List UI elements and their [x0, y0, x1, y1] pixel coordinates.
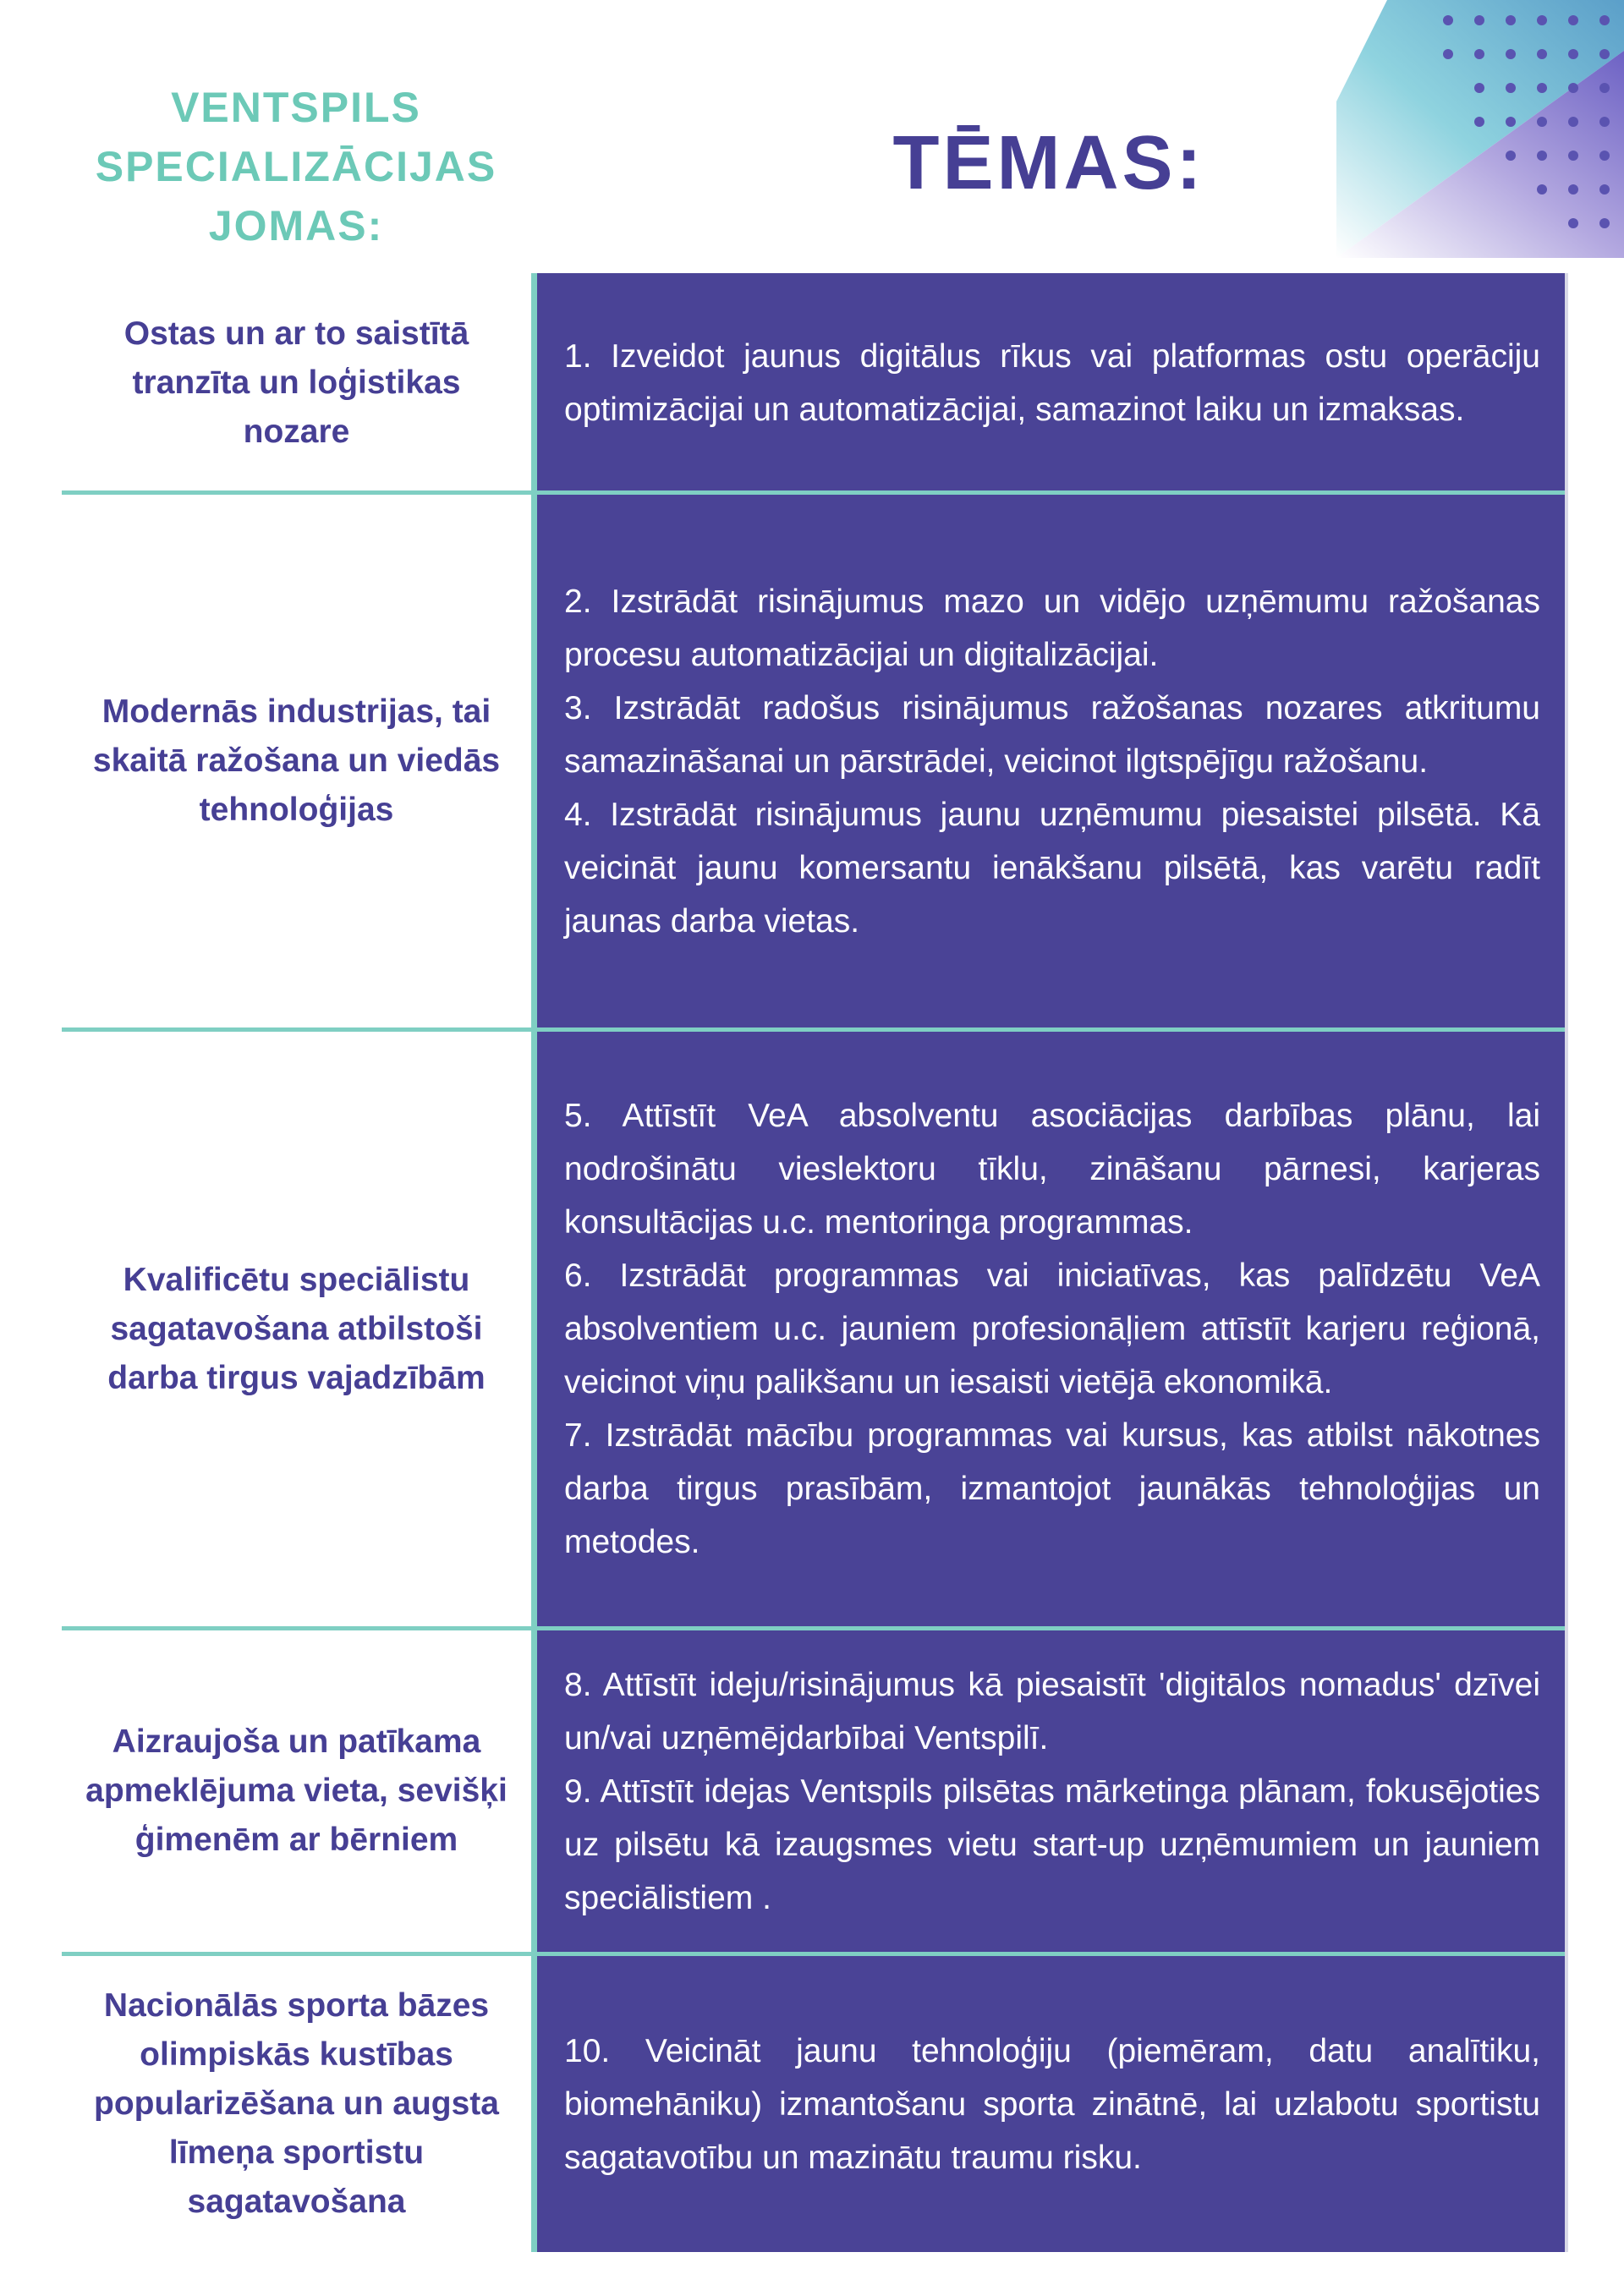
decorative-dot: [1537, 184, 1547, 195]
decorative-dot: [1599, 184, 1610, 195]
table-row: [62, 495, 1567, 1027]
decorative-dot: [1568, 83, 1578, 93]
decorative-dot: [1537, 49, 1547, 59]
decorative-dot: [1599, 151, 1610, 161]
decorative-dot: [1537, 15, 1547, 25]
decorative-dot: [1506, 117, 1516, 127]
decorative-dot: [1568, 184, 1578, 195]
topic-item: 4. Izstrādāt risinājumus jaunu uzņēmumu piesaistei pilsētā. Kā veicināt jaunu komersantu ienākšanu pilsētā, kas varētu radīt jaunas darba vietas.: [564, 796, 1540, 940]
topic-item: 6. Izstrādāt programmas vai iniciatīvas, kas palīdzētu VeA absolventiem u.c. jauniem profesionāļiem attīstīt karjeru reģionā, veicinot viņu palikšanu un iesaisti vietējā ekonomikā.: [564, 1258, 1540, 1400]
topic-item: 9. Attīstīt idejas Ventspils pilsētas mārketinga plānam, fokusējoties uz pilsētu kā izaugsmes vietu start-up uzņēmumiem un jauniem speciālistiem .: [564, 1773, 1540, 1916]
topics-cell: [531, 1630, 1567, 1952]
topics-cell: [531, 1032, 1567, 1626]
decorative-dot: [1568, 117, 1578, 127]
decorative-dot: [1506, 15, 1516, 25]
specialization-label: Aizraujoša un patīkama apmeklējuma vieta, sevišķi ģimenēm ar bērniem: [85, 1723, 508, 1858]
specialization-label: Modernās industrijas, tai skaitā ražošana un viedās tehnoloģijas: [92, 693, 501, 828]
table-edge: [1565, 273, 1568, 2252]
table-row: [62, 273, 1567, 493]
topic-item: 3. Izstrādāt radošus risinājumus ražošanas nozares atkritumu samazināšanai un pārstrādei, veicinot ilgtspējīgu ražošanu.: [564, 689, 1540, 780]
topic-item: 5. Attīstīt VeA absolventu asociācijas darbības plānu, lai nodrošinātu vieslektoru tīklu, zināšanu pārnesi, karjeras konsultācijas u.c. mentoringa programmas.: [564, 1098, 1540, 1241]
decorative-dot: [1568, 218, 1578, 228]
table-row: [62, 1032, 1567, 1626]
decorative-dot: [1506, 151, 1516, 161]
topics-heading: TĒMAS:: [892, 121, 1205, 205]
decorative-dot: [1537, 151, 1547, 161]
decorative-dot: [1599, 83, 1610, 93]
decorative-dot: [1474, 117, 1484, 127]
topic-item: 10. Veicināt jaunu tehnoloģiju (piemēram, datu analītiku, biomehāniku) izmantošanu sporta zinātnē, lai uzlabotu sportistu sagatavotību un mazinātu traumu risku.: [564, 2032, 1540, 2176]
topics-cell: [531, 495, 1567, 1027]
specialization-label: Ostas un ar to saistītā tranzīta un loģistikas nozare: [123, 315, 469, 450]
heading-line: VENTSPILS: [171, 84, 421, 131]
decorative-dot: [1474, 83, 1484, 93]
decorative-dot: [1568, 15, 1578, 25]
topic-item: 7. Izstrādāt mācību programmas vai kursus, kas atbilst nākotnes darba tirgus prasībām, izmantojot jaunākās tehnoloģijas un metodes.: [564, 1417, 1540, 1560]
decorative-dot: [1568, 151, 1578, 161]
specialization-areas-heading: [64, 78, 528, 255]
table-row: [62, 1630, 1567, 1952]
decorative-dot: [1599, 49, 1610, 59]
decorative-dot: [1474, 15, 1484, 25]
heading-line: SPECIALIZĀCIJAS: [95, 143, 497, 190]
topic-item: 2. Izstrādāt risinājumus mazo un vidējo uzņēmumu ražošanas procesu automatizācijai un digitalizācijai.: [564, 583, 1540, 673]
decorative-dot: [1599, 218, 1610, 228]
decorative-dot: [1506, 49, 1516, 59]
specialization-label: Kvalificētu speciālistu sagatavošana atbilstoši darba tirgus vajadzībām: [107, 1261, 486, 1396]
decorative-dot: [1443, 49, 1453, 59]
decorative-dot: [1537, 83, 1547, 93]
table-row: [62, 1956, 1567, 2252]
decorative-dot: [1599, 117, 1610, 127]
decorative-dot: [1537, 117, 1547, 127]
heading-line: JOMAS:: [208, 202, 384, 249]
decorative-dot: [1568, 49, 1578, 59]
decorative-dot: [1443, 15, 1453, 25]
topics-cell: [531, 1956, 1567, 2252]
decorative-dot: [1599, 15, 1610, 25]
decorative-dot: [1474, 49, 1484, 59]
decorative-dots-graphic: [1336, 0, 1624, 258]
decorative-dot: [1506, 83, 1516, 93]
specialization-label: Nacionālās sporta bāzes olimpiskās kustības popularizēšana un augsta līmeņa sportistu sagatavošana: [94, 1987, 499, 2220]
topic-item: 8. Attīstīt ideju/risinājumus kā piesaistīt 'digitālos nomadus' dzīvei un/vai uzņēmējdarbībai Ventspilī.: [564, 1666, 1540, 1756]
topic-item: 1. Izveidot jaunus digitālus rīkus vai platformas ostu operāciju optimizācijai un automatizācijai, samazinot laiku un izmaksas.: [564, 338, 1540, 428]
topics-cell: [531, 273, 1567, 493]
